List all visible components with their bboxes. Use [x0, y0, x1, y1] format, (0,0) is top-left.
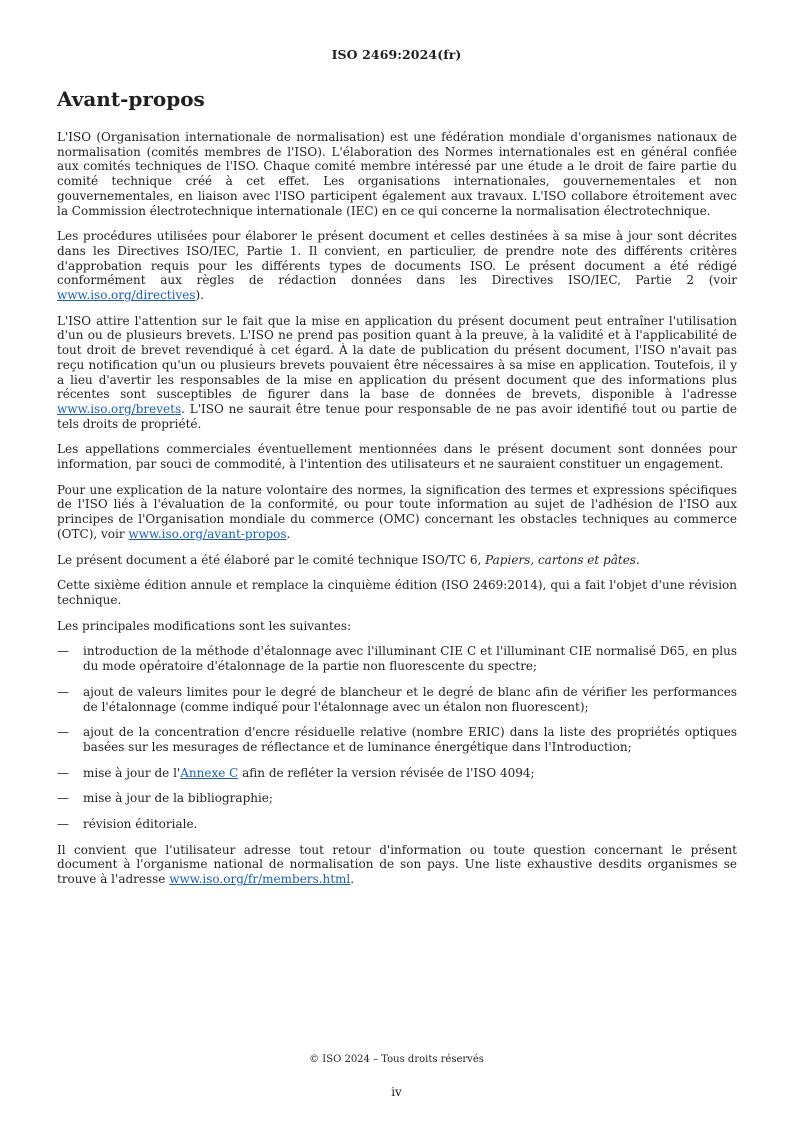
- page-number: iv: [391, 1085, 402, 1099]
- document-header: ISO 2469:2024(fr): [331, 47, 462, 62]
- list-item: — ajout de la concentration d'encre résiduelle relative (nombre ERIC) dans la liste des propriétés optiques basées sur les mesurages de réflectance et de luminance énergétique dans l'Introduction;: [57, 725, 737, 754]
- page-title: Avant-propos: [57, 87, 205, 111]
- dash-icon: —: [57, 725, 69, 740]
- list-item: — mise à jour de l'Annexe C afin de refléter la version révisée de l'ISO 4094;: [57, 765, 535, 780]
- dash-icon: —: [57, 684, 69, 699]
- annex-c-link[interactable]: Annexe C: [180, 765, 239, 780]
- list-item: — révision éditoriale.: [57, 817, 198, 832]
- paragraph-feedback: Il convient que l'utilisateur adresse tout retour d'information ou toute question concernant le présent document à l'organisme national de normalisation de son pays. Une liste exhaustive desdits organismes se trouve à l'adresse www.iso.org/fr/members.html.: [57, 842, 737, 887]
- paragraph-committee: Le présent document a été élaboré par le comité technique ISO/TC 6, Papiers, cartons et pâtes.: [57, 552, 640, 567]
- changes-list: [57, 644, 737, 831]
- list-item: — introduction de la méthode d'étalonnage avec l'illuminant CIE C et l'illuminant CIE normalisé D65, en plus du mode opératoire d'étalonnage de la partie non fluorescente du spectre;: [57, 644, 737, 674]
- dash-icon: —: [57, 817, 69, 832]
- main-content: [57, 130, 737, 898]
- patents-link[interactable]: www.iso.org/brevets: [57, 401, 182, 416]
- dash-icon: —: [57, 644, 69, 659]
- list-item: — ajout de valeurs limites pour le degré de blancheur et le degré de blanc afin de vérifier les performances de l'étalonnage (comme indiqué pour l'étalonnage avec un étalon non fluorescent);: [57, 684, 737, 714]
- list-item: — mise à jour de la bibliographie;: [57, 791, 273, 806]
- dash-icon: —: [57, 791, 69, 806]
- paragraph-patents: L'ISO attire l'attention sur le fait que la mise en application du présent document peut entraîner l'utilisation d'un ou de plusieurs brevets. L'ISO ne prend pas position quant à la preuve, à la validité et à l'applicabilité de tout droit de brevet revendiqué à cet égard. À la date de publication du présent document, l'ISO n'avait pas reçu notification qu'un ou plusieurs brevets pouvaient être nécessaires à sa mise en application. Toutefois, il y a lieu d'avertir les responsables de la mise en application du présent document que des informations plus récentes sont susceptibles de figurer dans la base de données de brevets, disponible à l'adresse www.iso.org/brevets. L'ISO ne saurait être tenue pour responsable de ne pas avoir identifié tout ou partie de tels droits de propriété.: [57, 313, 737, 431]
- paragraph-directives: Les procédures utilisées pour élaborer le présent document et celles destinées à sa mise à jour sont décrites dans les Directives ISO/IEC, Partie 1. Il convient, en particulier, de prendre note des différents critères d'approbation requis pour les différents types de documents ISO. Le présent document a été rédigé conformément aux règles de rédaction données dans les Directives ISO/IEC, Partie 2 (voir www.iso.org/directives).: [57, 229, 737, 303]
- dash-icon: —: [57, 765, 69, 780]
- directives-link[interactable]: www.iso.org/directives: [57, 288, 196, 303]
- paragraph-edition: Cette sixième édition annule et remplace la cinquième édition (ISO 2469:2014), qui a fait l'objet d'une révision technique.: [57, 578, 737, 607]
- foreword-link[interactable]: www.iso.org/avant-propos: [128, 526, 287, 541]
- paragraph-voluntary-nature: Pour une explication de la nature volontaire des normes, la signification des termes et expressions spécifiques de l'ISO liés à l'évaluation de la conformité, ou pour toute information au sujet de l'adhésion de l'ISO aux principes de l'Organisation mondiale du commerce (OMC) concernant les obstacles techniques au commerce (OTC), voir www.iso.org/avant-propos.: [57, 482, 737, 541]
- committee-name: Papiers, cartons et pâtes: [485, 552, 636, 567]
- copyright-footer: © ISO 2024 – Tous droits réservés: [309, 1054, 484, 1065]
- members-link[interactable]: www.iso.org/fr/members.html: [169, 872, 351, 887]
- paragraph-changes-intro: Les principales modifications sont les suivantes:: [57, 618, 352, 633]
- paragraph-trade-names: Les appellations commerciales éventuellement mentionnées dans le présent document sont données pour information, par souci de commodité, à l'intention des utilisateurs et ne sauraient constituer un engagement.: [57, 442, 737, 472]
- paragraph-iso-intro: L'ISO (Organisation internationale de normalisation) est une fédération mondiale d'organismes nationaux de normalisation (comités membres de l'ISO). L'élaboration des Normes internationales est en général confiée aux comités techniques de l'ISO. Chaque comité membre intéressé par une étude a le droit de faire partie du comité technique créé à cet effet. Les organisations internationales, gouvernementales et non gouvernementales, en liaison avec l'ISO participent également aux travaux. L'ISO collabore étroitement avec la Commission électrotechnique internationale (IEC) en ce qui concerne la normalisation électrotechnique.: [57, 130, 737, 218]
